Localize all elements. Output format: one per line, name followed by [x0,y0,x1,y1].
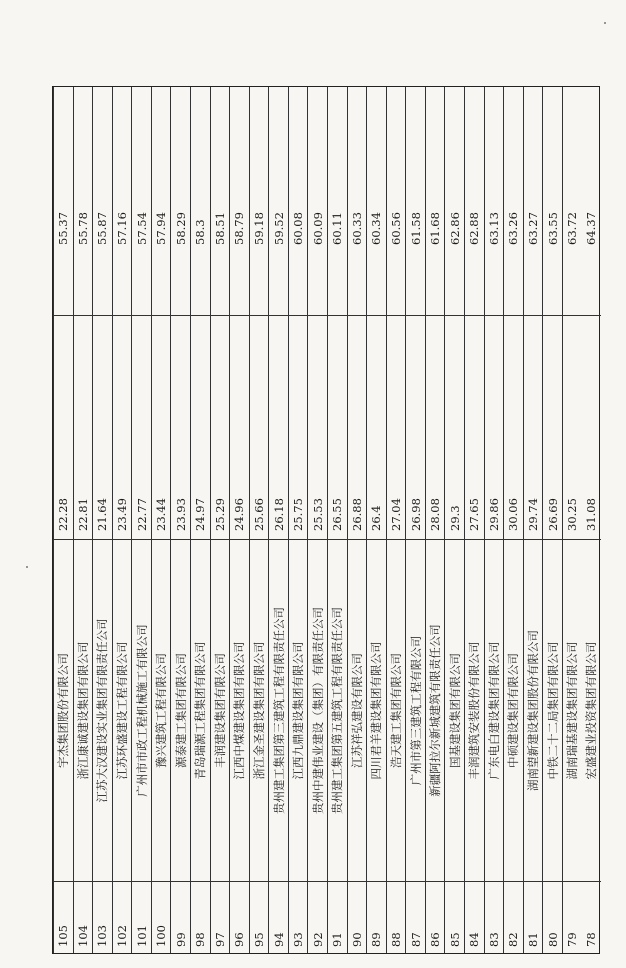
company-name-cell: 浙江金圣建设集团有限公司 [250,539,269,881]
score-a-cell: 23.49 [113,315,132,539]
score-a-cell: 26.55 [328,315,347,539]
score-a-cell: 25.29 [211,315,230,539]
score-b-cell: 57.54 [134,212,149,245]
score-b-cell: 60.11 [330,212,345,245]
table-row [405,87,425,953]
rank-cell: 103 [93,881,112,953]
score-a-cell: 26.98 [406,315,425,539]
company-name-cell: 丰润建筑安装股份有限公司 [465,539,484,881]
table-row [112,87,132,953]
rank-cell: 91 [328,881,347,953]
score-b-cell: 60.33 [349,212,364,245]
table-row [210,87,230,953]
company-name-cell: 湖南瑞基建设集团有限公司 [563,539,582,881]
rank-cell: 99 [171,881,190,953]
company-name-cell: 豫兴建筑工程有限公司 [152,539,171,881]
score-b-cell: 63.72 [565,212,580,245]
rank-cell: 102 [113,881,132,953]
table-row [307,87,327,953]
table-row [386,87,406,953]
score-b-cell: 60.09 [310,212,325,245]
score-b-cell: 60.34 [369,212,384,245]
score-b-cell: 63.27 [525,212,540,245]
rank-cell: 78 [581,881,601,953]
score-a-cell: 23.93 [171,315,190,539]
company-name-cell: 江西中煤建设集团有限公司 [230,539,249,881]
score-a-cell: 24.96 [230,315,249,539]
score-b-cell: 58.3 [193,219,208,245]
score-a-cell: 22.81 [74,315,93,539]
rank-cell: 85 [445,881,464,953]
ranking-table [52,86,600,954]
score-b-cell: 60.56 [388,212,403,245]
score-b-cell: 58.29 [173,212,188,245]
company-name-cell: 江苏环盛建设工程有限公司 [113,539,132,881]
company-name-cell: 贵州建工集团第五建筑工程有限责任公司 [328,539,347,881]
score-b-cell: 61.58 [408,212,423,245]
score-b-cell: 64.37 [584,212,599,245]
rank-cell: 100 [152,881,171,953]
score-a-cell: 26.69 [543,315,562,539]
rank-cell: 92 [308,881,327,953]
score-b-cell: 60.08 [291,212,306,245]
table-row [288,87,308,953]
rank-cell: 97 [211,881,230,953]
rank-cell: 89 [367,881,386,953]
table-row [347,87,367,953]
score-a-cell: 30.06 [504,315,523,539]
score-b-cell: 62.88 [467,212,482,245]
company-name-cell: 宇杰集团股份有限公司 [54,539,73,881]
rank-cell: 105 [54,881,73,953]
company-name-cell: 湖南望新建设集团股份有限公司 [524,539,543,881]
rank-cell: 104 [74,881,93,953]
rank-cell: 86 [426,881,445,953]
score-a-cell: 25.75 [289,315,308,539]
rank-cell: 80 [543,881,562,953]
score-a-cell: 29.86 [485,315,504,539]
score-a-cell: 27.04 [387,315,406,539]
table-row [73,87,93,953]
table-row [249,87,269,953]
rank-cell: 79 [563,881,582,953]
rank-cell: 95 [250,881,269,953]
score-b-cell: 58.51 [212,212,227,245]
score-a-cell: 27.65 [465,315,484,539]
score-a-cell: 21.64 [93,315,112,539]
score-a-cell: 30.25 [563,315,582,539]
table-row [170,87,190,953]
company-name-cell: 国基建设集团有限公司 [445,539,464,881]
company-name-cell: 青岛瑞源工程集团有限公司 [191,539,210,881]
company-name-cell: 四川君羊建设集团有限公司 [367,539,386,881]
score-b-cell: 63.13 [486,212,501,245]
rank-cell: 101 [132,881,151,953]
table-row [581,87,601,953]
company-name-cell: 广东电白建设集团有限公司 [485,539,504,881]
score-b-cell: 63.55 [545,212,560,245]
score-b-cell: 55.87 [95,212,110,245]
company-name-cell: 新疆阿拉尔新城建筑有限责任公司 [426,539,445,881]
rank-cell: 96 [230,881,249,953]
table-row [190,87,210,953]
rank-cell: 98 [191,881,210,953]
score-b-cell: 59.18 [251,212,266,245]
table-row [523,87,543,953]
score-a-cell: 25.66 [250,315,269,539]
score-b-cell: 55.37 [56,212,71,245]
score-a-cell: 24.97 [191,315,210,539]
rank-cell: 90 [348,881,367,953]
rank-cell: 83 [485,881,504,953]
score-a-cell: 26.18 [269,315,288,539]
company-name-cell: 贵州建工集团第三建筑工程有限责任公司 [269,539,288,881]
table-row [229,87,249,953]
score-a-cell: 26.4 [367,315,386,539]
table-row [425,87,445,953]
table-row [92,87,112,953]
rank-cell: 93 [289,881,308,953]
rank-cell: 88 [387,881,406,953]
rank-cell: 82 [504,881,523,953]
table-row [151,87,171,953]
table-row [53,87,73,953]
score-b-cell: 63.26 [506,212,521,245]
scan-speck [26,566,28,568]
table-row [268,87,288,953]
score-b-cell: 61.68 [428,212,443,245]
scan-speck [604,22,606,24]
company-name-cell: 江西九鼎建设集团有限公司 [289,539,308,881]
score-b-cell: 55.78 [75,212,90,245]
table-row [542,87,562,953]
rank-cell: 81 [524,881,543,953]
company-name-cell: 广州市市政工程机械施工有限公司 [132,539,151,881]
score-a-cell: 29.3 [445,315,464,539]
table-row [131,87,151,953]
score-b-cell: 58.79 [232,212,247,245]
score-b-cell: 59.52 [271,212,286,245]
company-name-cell: 源泰建工集团有限公司 [171,539,190,881]
score-a-cell: 26.88 [348,315,367,539]
score-a-cell: 29.74 [524,315,543,539]
table-wrapper [52,86,600,954]
company-name-cell: 江苏大汉建设实业集团有限责任公司 [93,539,112,881]
score-a-cell: 28.08 [426,315,445,539]
rank-cell: 87 [406,881,425,953]
score-b-cell: 57.94 [154,212,169,245]
table-row [503,87,523,953]
company-name-cell: 浩天建工集团有限公司 [387,539,406,881]
score-b-cell: 62.86 [447,212,462,245]
score-a-cell: 22.28 [54,315,73,539]
rank-cell: 84 [465,881,484,953]
score-a-cell: 22.77 [132,315,151,539]
table-row [484,87,504,953]
table-row [327,87,347,953]
company-name-cell: 中铁二十二局集团有限公司 [543,539,562,881]
table-row [366,87,386,953]
company-name-cell: 江苏祥弘建设有限公司 [348,539,367,881]
table-row [464,87,484,953]
score-a-cell: 31.08 [581,315,601,539]
company-name-cell: 中硕建设集团有限公司 [504,539,523,881]
table-row [562,87,582,953]
company-name-cell: 浙江康诚建设集团有限公司 [74,539,93,881]
score-b-cell: 57.16 [114,212,129,245]
table-row [444,87,464,953]
score-a-cell: 23.44 [152,315,171,539]
company-name-cell: 贵州中建伟业建设（集团）有限责任公司 [308,539,327,881]
score-a-cell: 25.53 [308,315,327,539]
rank-cell: 94 [269,881,288,953]
company-name-cell: 丰润建设集团有限公司 [211,539,230,881]
company-name-cell: 宏盛建业投资集团有限公司 [581,539,601,881]
company-name-cell: 广州市第三建筑工程有限公司 [406,539,425,881]
